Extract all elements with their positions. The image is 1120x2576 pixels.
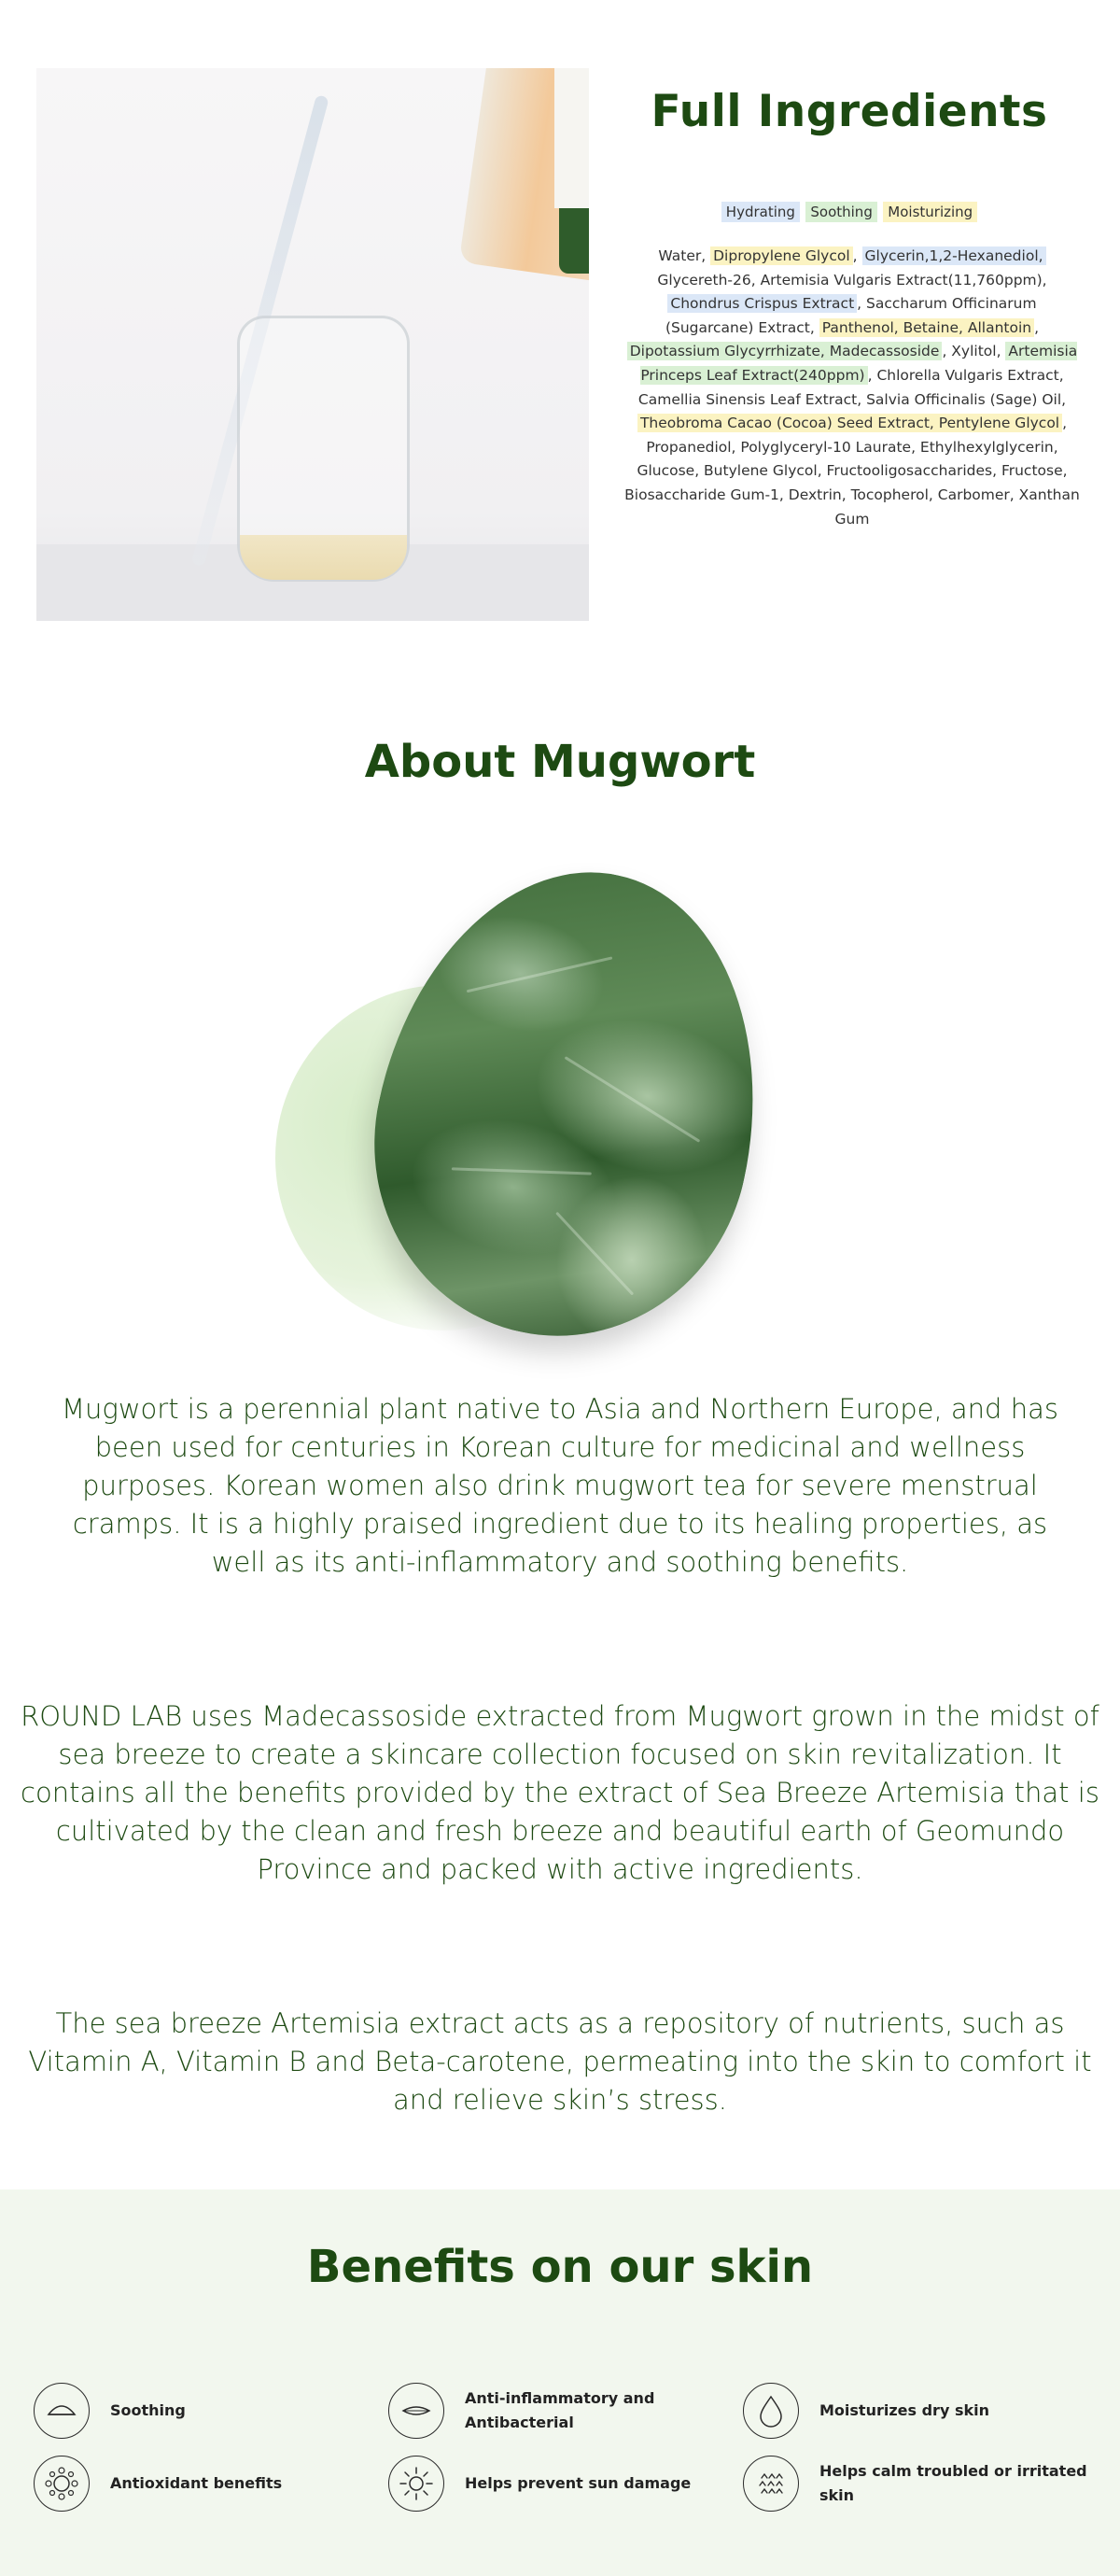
- glass-liquid: [240, 535, 407, 580]
- ingredient-legend: [597, 202, 1101, 222]
- about-paragraph-3: The sea breeze Artemisia extract acts as a repository of nutrients, such as Vitamin A, Vitamin B and Beta-carotene, permeating into the skin to comfort it and relieve skin’s stress.: [28, 2007, 1092, 2116]
- leaf-vein: [555, 1212, 634, 1296]
- droplet-icon: [743, 2383, 799, 2439]
- calm-icon: [743, 2456, 799, 2512]
- bottle-band: [559, 208, 589, 274]
- ingredient-highlight-green: Dipotassium Glycyrrhizate, Madecassoside: [627, 342, 943, 360]
- bottle-label: [554, 68, 589, 208]
- about-title: About Mugwort: [364, 736, 756, 788]
- ingredient-text: Water,: [658, 247, 711, 264]
- legend-tag-moisturizing: Moisturizing: [883, 202, 977, 222]
- about-paragraph-1: Mugwort is a perennial plant native to Asia and Northern Europe, and has been used for centuries in Korean culture for medicinal and wellness purposes. Korean women also drink mugwort tea for severe menstrual cramps. It is a highly praised ingredient due to its healing properties, as well as its anti-inflammatory and soothing benefits.: [62, 1393, 1058, 1578]
- ingredient-highlight-yellow: Dipropylene Glycol: [710, 246, 853, 265]
- ingredients-title: Full Ingredients: [651, 86, 1048, 137]
- benefit-label: Antioxidant benefits: [110, 2474, 283, 2492]
- leaf-vein: [467, 956, 613, 992]
- benefit-label: Soothing: [110, 2401, 186, 2419]
- leaf-vein: [565, 1056, 701, 1143]
- ingredient-list: [623, 245, 1081, 531]
- legend-tag-soothing: Soothing: [805, 202, 876, 222]
- ingredient-text: , Chlorella Vulgaris Extract, Camellia Sinensis Leaf Extract, Salvia Officinalis (Sage) Oil,: [637, 366, 1067, 408]
- legend-tag-hydrating: Hydrating: [721, 202, 800, 222]
- ingredient-highlight-blue: Chondrus Crispus Extract: [667, 294, 857, 313]
- benefit-label: Anti-inflammatory and Antibacterial: [465, 2389, 655, 2431]
- benefit-anti-inflammatory: [388, 2381, 743, 2441]
- about-paragraph-2: ROUND LAB uses Madecassoside extracted from Mugwort grown in the midst of sea breeze to create a skincare collection focused on skin revitalization. It contains all the benefits provided by the extract of Sea Breeze Artemisia that is cultivated by the clean and fresh breeze and beautiful earth of Geomundo Province and packed with active ingredients.: [21, 1700, 1099, 1885]
- pouring-toner-photo: [36, 68, 589, 621]
- molecule-icon: [34, 2456, 90, 2512]
- ingredient-text: ,: [1034, 318, 1040, 336]
- ingredient-text: , Xylitol,: [942, 343, 1006, 360]
- benefit-label: Moisturizes dry skin: [819, 2401, 989, 2419]
- ingredient-text: ,: [852, 247, 862, 264]
- dome-icon: [34, 2383, 90, 2439]
- lens-icon: [388, 2383, 444, 2439]
- ingredient-highlight-blue: Glycerin,1,2-Hexanediol,: [862, 246, 1046, 265]
- mugwort-image: [271, 859, 793, 1363]
- ingredient-text: , Saccharum Officinarum (Sugarcane) Extract,: [665, 295, 1037, 336]
- benefit-sun-damage: [388, 2454, 743, 2513]
- benefits-section: [0, 2189, 1120, 2576]
- ingredient-text: Glycereth-26, Artemisia Vulgaris Extract(11,760ppm),: [657, 271, 1047, 289]
- benefit-moisturizes: [743, 2381, 1098, 2441]
- ingredient-highlight-yellow: Panthenol, Betaine, Allantoin: [819, 318, 1034, 337]
- ingredient-highlight-yellow: Theobroma Cacao (Cocoa) Seed Extract, Pentylene Glycol: [637, 414, 1062, 432]
- leaf-vein: [452, 1167, 592, 1175]
- sun-icon: [388, 2456, 444, 2512]
- ingredient-text: , Propanediol, Polyglyceryl-10 Laurate, Ethylhexylglycerin, Glucose, Butylene Glycol, Fructooligosaccharides, Fructose, Biosaccharide Gum-1, Dextrin, Tocopherol, Carbomer, Xanthan Gum: [624, 415, 1080, 528]
- benefit-soothing: [34, 2381, 388, 2441]
- benefit-label: Helps calm troubled or irritated skin: [819, 2462, 1087, 2504]
- benefits-title: Benefits on our skin: [306, 2241, 814, 2293]
- benefit-calm-skin: [743, 2454, 1098, 2513]
- benefit-antioxidant: [34, 2454, 388, 2513]
- ingredient-highlight-green: Artemisia Princeps Leaf Extract(240ppm): [640, 343, 1078, 384]
- ingredients-section: [0, 0, 1120, 654]
- benefit-label: Helps prevent sun damage: [465, 2474, 692, 2492]
